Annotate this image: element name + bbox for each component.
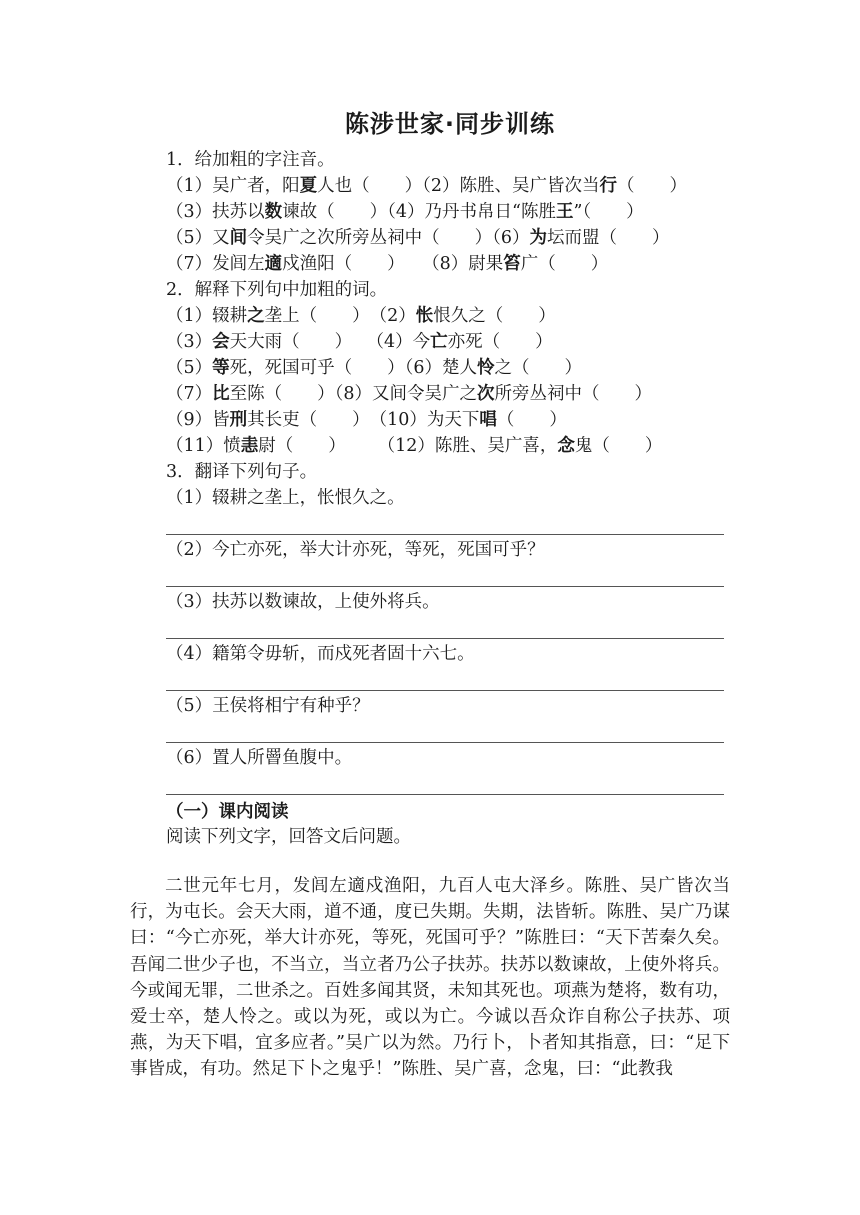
q3-item: （3）扶苏以数谏故，上使外将兵。: [166, 592, 440, 612]
q2-bold-char: 怅: [415, 306, 434, 326]
q2-text: 恨久之（ ）: [433, 306, 556, 326]
q2-bold-char: 怜: [477, 358, 495, 378]
q2-bold-char: 恚: [240, 436, 259, 456]
q2-text: （11）愤: [166, 436, 241, 456]
q1-text: ”（ ）: [573, 202, 644, 222]
q2-bold-char: 比: [212, 384, 230, 404]
q2-text: 所旁丛祠中（ ）: [494, 384, 653, 404]
q1-bold-char: 为: [529, 228, 548, 248]
q2-heading: 2．解释下列句中加粗的词。: [166, 280, 388, 300]
q1-text: （ ）: [617, 176, 688, 196]
q2-row: [166, 434, 662, 458]
q2-text: （ ）: [496, 410, 567, 430]
q1-row: [166, 226, 670, 250]
q3-item: （6）置人所罾鱼腹中。: [166, 748, 353, 768]
q2-text: （5）: [166, 358, 213, 378]
q1-row: [166, 200, 644, 224]
q1-text: （7）发闾左: [166, 254, 265, 274]
q2-bold-char: 之: [247, 306, 265, 326]
q1-row: [166, 174, 687, 198]
q1-heading: 1．给加粗的字注音。: [166, 150, 335, 170]
q2-text: （7）: [166, 384, 213, 404]
q1-text: 坛而盟（ ）: [547, 228, 670, 248]
q1-bold-char: 行: [599, 176, 618, 196]
q1-row: [166, 252, 608, 276]
answer-line: [166, 586, 724, 587]
q1-text: （1）吴广者，阳: [166, 176, 300, 196]
q2-text: 天大雨（ ） （4）今: [229, 332, 431, 352]
section-heading: （一）课内阅读: [166, 802, 289, 822]
q3-heading: 3．翻译下列句子。: [166, 462, 318, 482]
q2-row: [166, 304, 556, 328]
q2-text: （9）皆: [166, 410, 230, 430]
q1-bold-char: 间: [229, 228, 248, 248]
q3-item: （1）辍耕之垄上，怅恨久之。: [166, 488, 405, 508]
q1-text: 广（ ）: [520, 254, 609, 274]
answer-line: [166, 690, 724, 691]
q2-bold-char: 刑: [229, 410, 248, 430]
q2-row: [166, 408, 567, 432]
q2-text: 尉（ ） （12）陈胜、吴广喜，: [258, 436, 558, 456]
answer-line: [166, 794, 724, 795]
q2-bold-char: 念: [557, 436, 575, 456]
q2-row: [166, 356, 582, 380]
answer-line: [166, 742, 724, 743]
q1-bold-char: 数: [264, 202, 283, 222]
q2-bold-char: 唱: [479, 410, 497, 430]
q1-text: 令吴广之次所旁丛祠中（ ）（6）: [247, 228, 530, 248]
q1-text: （5）又: [166, 228, 230, 248]
q2-bold-char: 亡: [430, 332, 448, 352]
q1-bold-char: 王: [555, 202, 574, 222]
q2-text: 其长吏（ ） （10）为天下: [247, 410, 480, 430]
q2-text: 之（ ）: [494, 358, 583, 378]
q1-text: （3）扶苏以: [166, 202, 265, 222]
q2-text: （1）辍耕: [166, 306, 248, 326]
q2-text: 至陈（ ）（8）又间令吴广之: [229, 384, 478, 404]
q2-text: 死，死国可乎（ ）（6）楚人: [229, 358, 478, 378]
q3-item: （4）籍第令毋斩，而戍死者固十六七。: [166, 644, 475, 664]
q3-item: （2）今亡亦死，举大计亦死，等死，死国可乎？: [166, 540, 545, 560]
q1-text: 谏故（ ）（4）乃丹书帛日“陈胜: [282, 202, 556, 222]
q1-bold-char: 適: [264, 254, 283, 274]
q2-bold-char: 次: [477, 384, 495, 404]
q2-row: [166, 330, 553, 354]
answer-line: [166, 638, 724, 639]
answer-line: [166, 534, 724, 535]
q1-text: 人也（ ）（2）陈胜、吴广皆次当: [317, 176, 600, 196]
q2-text: 垄上（ ） （2）: [264, 306, 416, 326]
q2-text: 鬼（ ）: [574, 436, 663, 456]
q1-bold-char: 夏: [299, 176, 318, 196]
reading-passage: 二世元年七月，发闾左適戍渔阳，九百人屯大泽乡。陈胜、吴广皆次当行，为屯长。会天大雨，道不通，度已失期。失期，法皆斩。陈胜、吴广乃谋曰：“今亡亦死，举大计亦死，等死，死国可乎？”陈胜曰：“天下苦秦久矣。吾闻二世少子也，不当立，当立者乃公子扶苏。扶苏以数谏故，上使外将兵。今或闻无罪，二世杀之。百姓多闻其贤，未知其死也。项燕为楚将，数有功，爱士卒，楚人怜之。或以为死，或以为亡。今诚以吾众诈自称公子扶苏、项燕，为天下唱，宜多应者。”吴广以为然。乃行卜，卜者知其指意，曰：“足下事皆成，有功。然足下卜之鬼乎！”陈胜、吴广喜，念鬼，曰：“此教我: [130, 876, 730, 1080]
q2-text: 亦死（ ）: [447, 332, 553, 352]
reading-instruction: 阅读下列文字，回答文后问题。: [166, 827, 411, 847]
q1-text: 戍渔阳（ ） （8）尉果: [282, 254, 504, 274]
page-title: 陈涉世家·同步训练: [344, 110, 556, 138]
q2-bold-char: 等: [212, 358, 230, 378]
q2-bold-char: 会: [212, 332, 230, 352]
q2-text: （3）: [166, 332, 213, 352]
q3-item: （5）王侯将相宁有种乎？: [166, 696, 370, 716]
q1-bold-char: 笞: [503, 254, 521, 274]
q2-row: [166, 382, 652, 406]
